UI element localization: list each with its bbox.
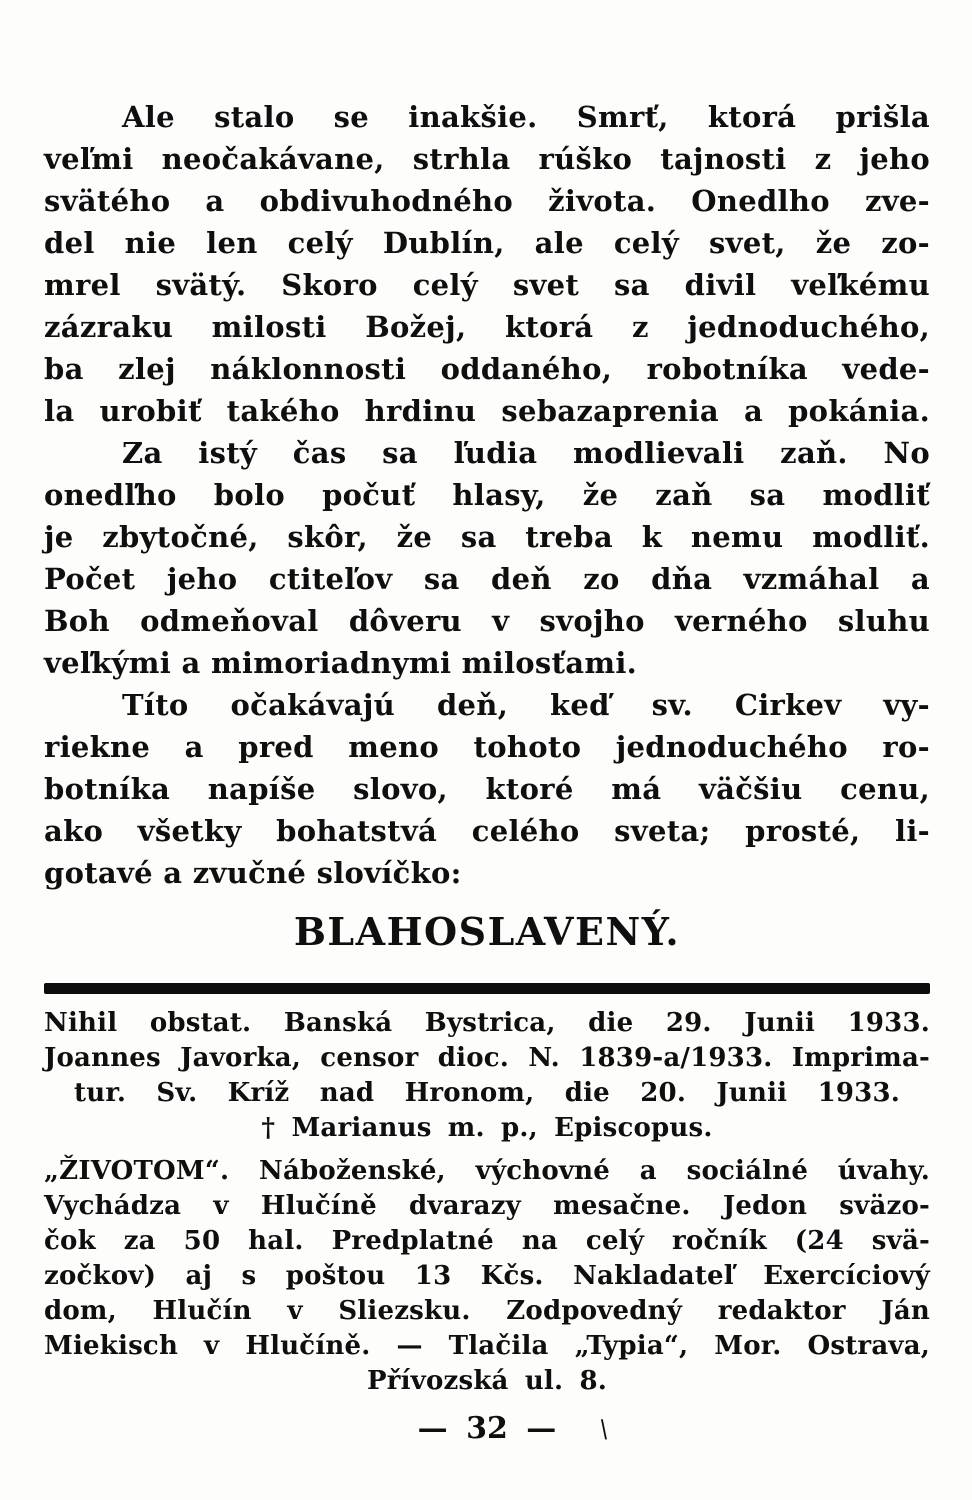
publisher-line: dom, Hlučín v Sliezsku. Zodpovedný redaktor Ján [44,1296,930,1326]
body-line: Počet jeho ctiteľov sa deň zo dňa vzmáhal a [44,562,930,596]
body-line: la urobiť takého hrdinu sebazaprenia a pokánia. [44,394,930,428]
body-line: je zbytočné, skôr, že sa treba k nemu modliť. [44,520,930,554]
body-line: svätého a obdivuhodného života. Onedlho zve- [44,184,930,218]
heading-blahoslaveny: BLAHOSLAVENÝ. [293,909,681,954]
page-number: — 32 — [417,1411,557,1446]
publisher-line: Miekisch v Hlučíně. — Tlačila „Typia“, Mor. Ostrava, [44,1331,930,1361]
body-line: ako všetky bohatstvá celého sveta; prosté, li- [44,814,930,848]
imprimatur-line: † Marianus m. p., Episcopus. [261,1113,713,1143]
body-line: gotavé a zvučné slovíčko: [44,856,462,890]
body-line: onedľho bolo počuť hlasy, že zaň sa modliť [44,478,930,512]
paragraph-2 [44,432,930,684]
imprimatur-line: tur. Sv. Kríž nad Hronom, die 20. Junii 1933. [74,1078,900,1108]
body-line: del nie len celý Dublín, ale celý svet, že zo- [44,226,930,260]
imprimatur-section [44,1006,930,1146]
publisher-line: zočkov) aj s poštou 13 Kčs. Nakladateľ Exercíciový [44,1261,930,1291]
body-line: mrel svätý. Skoro celý svet sa divil veľkému [44,268,930,302]
body-line: Títo očakávajú deň, keď sv. Cirkev vy- [122,688,930,722]
body-line: Boh odmeňoval dôveru v svojho verného sluhu [44,604,930,638]
publisher-line: Vychádza v Hlučíně dvarazy mesačne. Jedon sväzo- [44,1191,930,1221]
horizontal-rule [44,983,930,994]
paragraph-1 [44,96,930,432]
publisher-line: Přívozská ul. 8. [366,1366,608,1396]
publisher-section [44,1154,930,1399]
body-line: veľmi neočakávane, strhla rúško tajnosti z jeho [44,142,930,176]
imprimatur-line: Nihil obstat. Banská Bystrica, die 29. Junii 1933. [44,1008,930,1038]
body-line: Ale stalo se inakšie. Smrť, ktorá prišla [122,100,930,134]
body-line: riekne a pred meno tohoto jednoduchého ro- [44,730,930,764]
imprimatur-line: Joannes Javorka, censor dioc. N. 1839-a/1933. Imprima- [44,1043,930,1073]
publisher-line: čok za 50 hal. Predplatné na celý ročník (24 svä- [44,1226,930,1256]
body-line: zázraku milosti Božej, ktorá z jednoduchého, [44,310,930,344]
body-line: Za istý čas sa ľudia modlievali zaň. No [122,436,930,470]
page-footer [44,1409,930,1449]
scan-artifact-mark: \ [598,1414,610,1444]
body-line: botníka napíše slovo, ktoré má väčšiu cenu, [44,772,930,806]
paragraph-3 [44,684,930,894]
body-line: veľkými a mimoriadnymi milosťami. [44,646,638,680]
body-line: ba zlej náklonnosti oddaného, robotníka vede- [44,352,930,386]
publisher-line: „ŽIVOTOM“. Náboženské, výchovné a sociálné úvahy. [44,1156,930,1186]
